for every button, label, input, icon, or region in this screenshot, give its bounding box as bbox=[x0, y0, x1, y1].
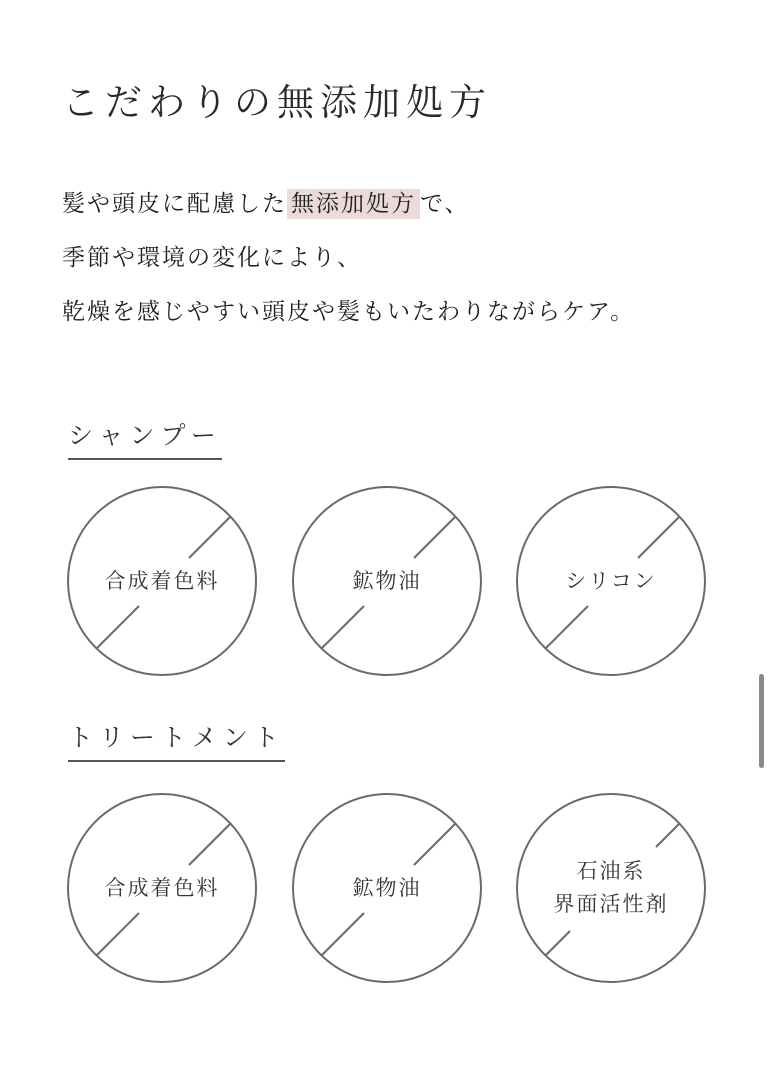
free-from-badge bbox=[516, 486, 706, 676]
section-heading-treatment: トリートメント bbox=[68, 718, 285, 762]
free-from-label: 石油系 界面活性剤 bbox=[553, 859, 669, 916]
free-from-label: 鉱物油 bbox=[352, 568, 422, 593]
free-from-badge bbox=[292, 486, 482, 676]
treatment-free-from-list bbox=[67, 793, 707, 985]
free-from-label: 鉱物油 bbox=[352, 875, 422, 900]
free-from-badge bbox=[67, 793, 257, 983]
free-from-badge bbox=[67, 486, 257, 676]
intro-text bbox=[62, 184, 635, 346]
free-from-label: シリコン bbox=[565, 568, 657, 593]
free-from-label: 合成着色料 bbox=[104, 568, 220, 593]
shampoo-free-from-list bbox=[67, 486, 707, 678]
intro-line-3: 乾燥を感じやすい頭皮や髪もいたわりながらケア。 bbox=[62, 299, 636, 325]
intro-line-1 bbox=[62, 184, 635, 238]
page-title: こだわりの無添加処方 bbox=[62, 81, 492, 124]
free-from-badge bbox=[292, 793, 482, 983]
intro-highlight: 無添加処方 bbox=[287, 189, 420, 219]
section-heading-shampoo: シャンプー bbox=[68, 416, 222, 460]
free-from-badge bbox=[516, 793, 706, 983]
scrollbar-thumb[interactable] bbox=[759, 674, 764, 768]
intro-line-2: 季節や環境の変化により、 bbox=[62, 245, 362, 271]
free-from-label: 合成着色料 bbox=[104, 875, 220, 900]
intro-line-1-after: で、 bbox=[420, 191, 470, 217]
intro-line-1-before: 髪や頭皮に配慮した bbox=[62, 191, 287, 217]
